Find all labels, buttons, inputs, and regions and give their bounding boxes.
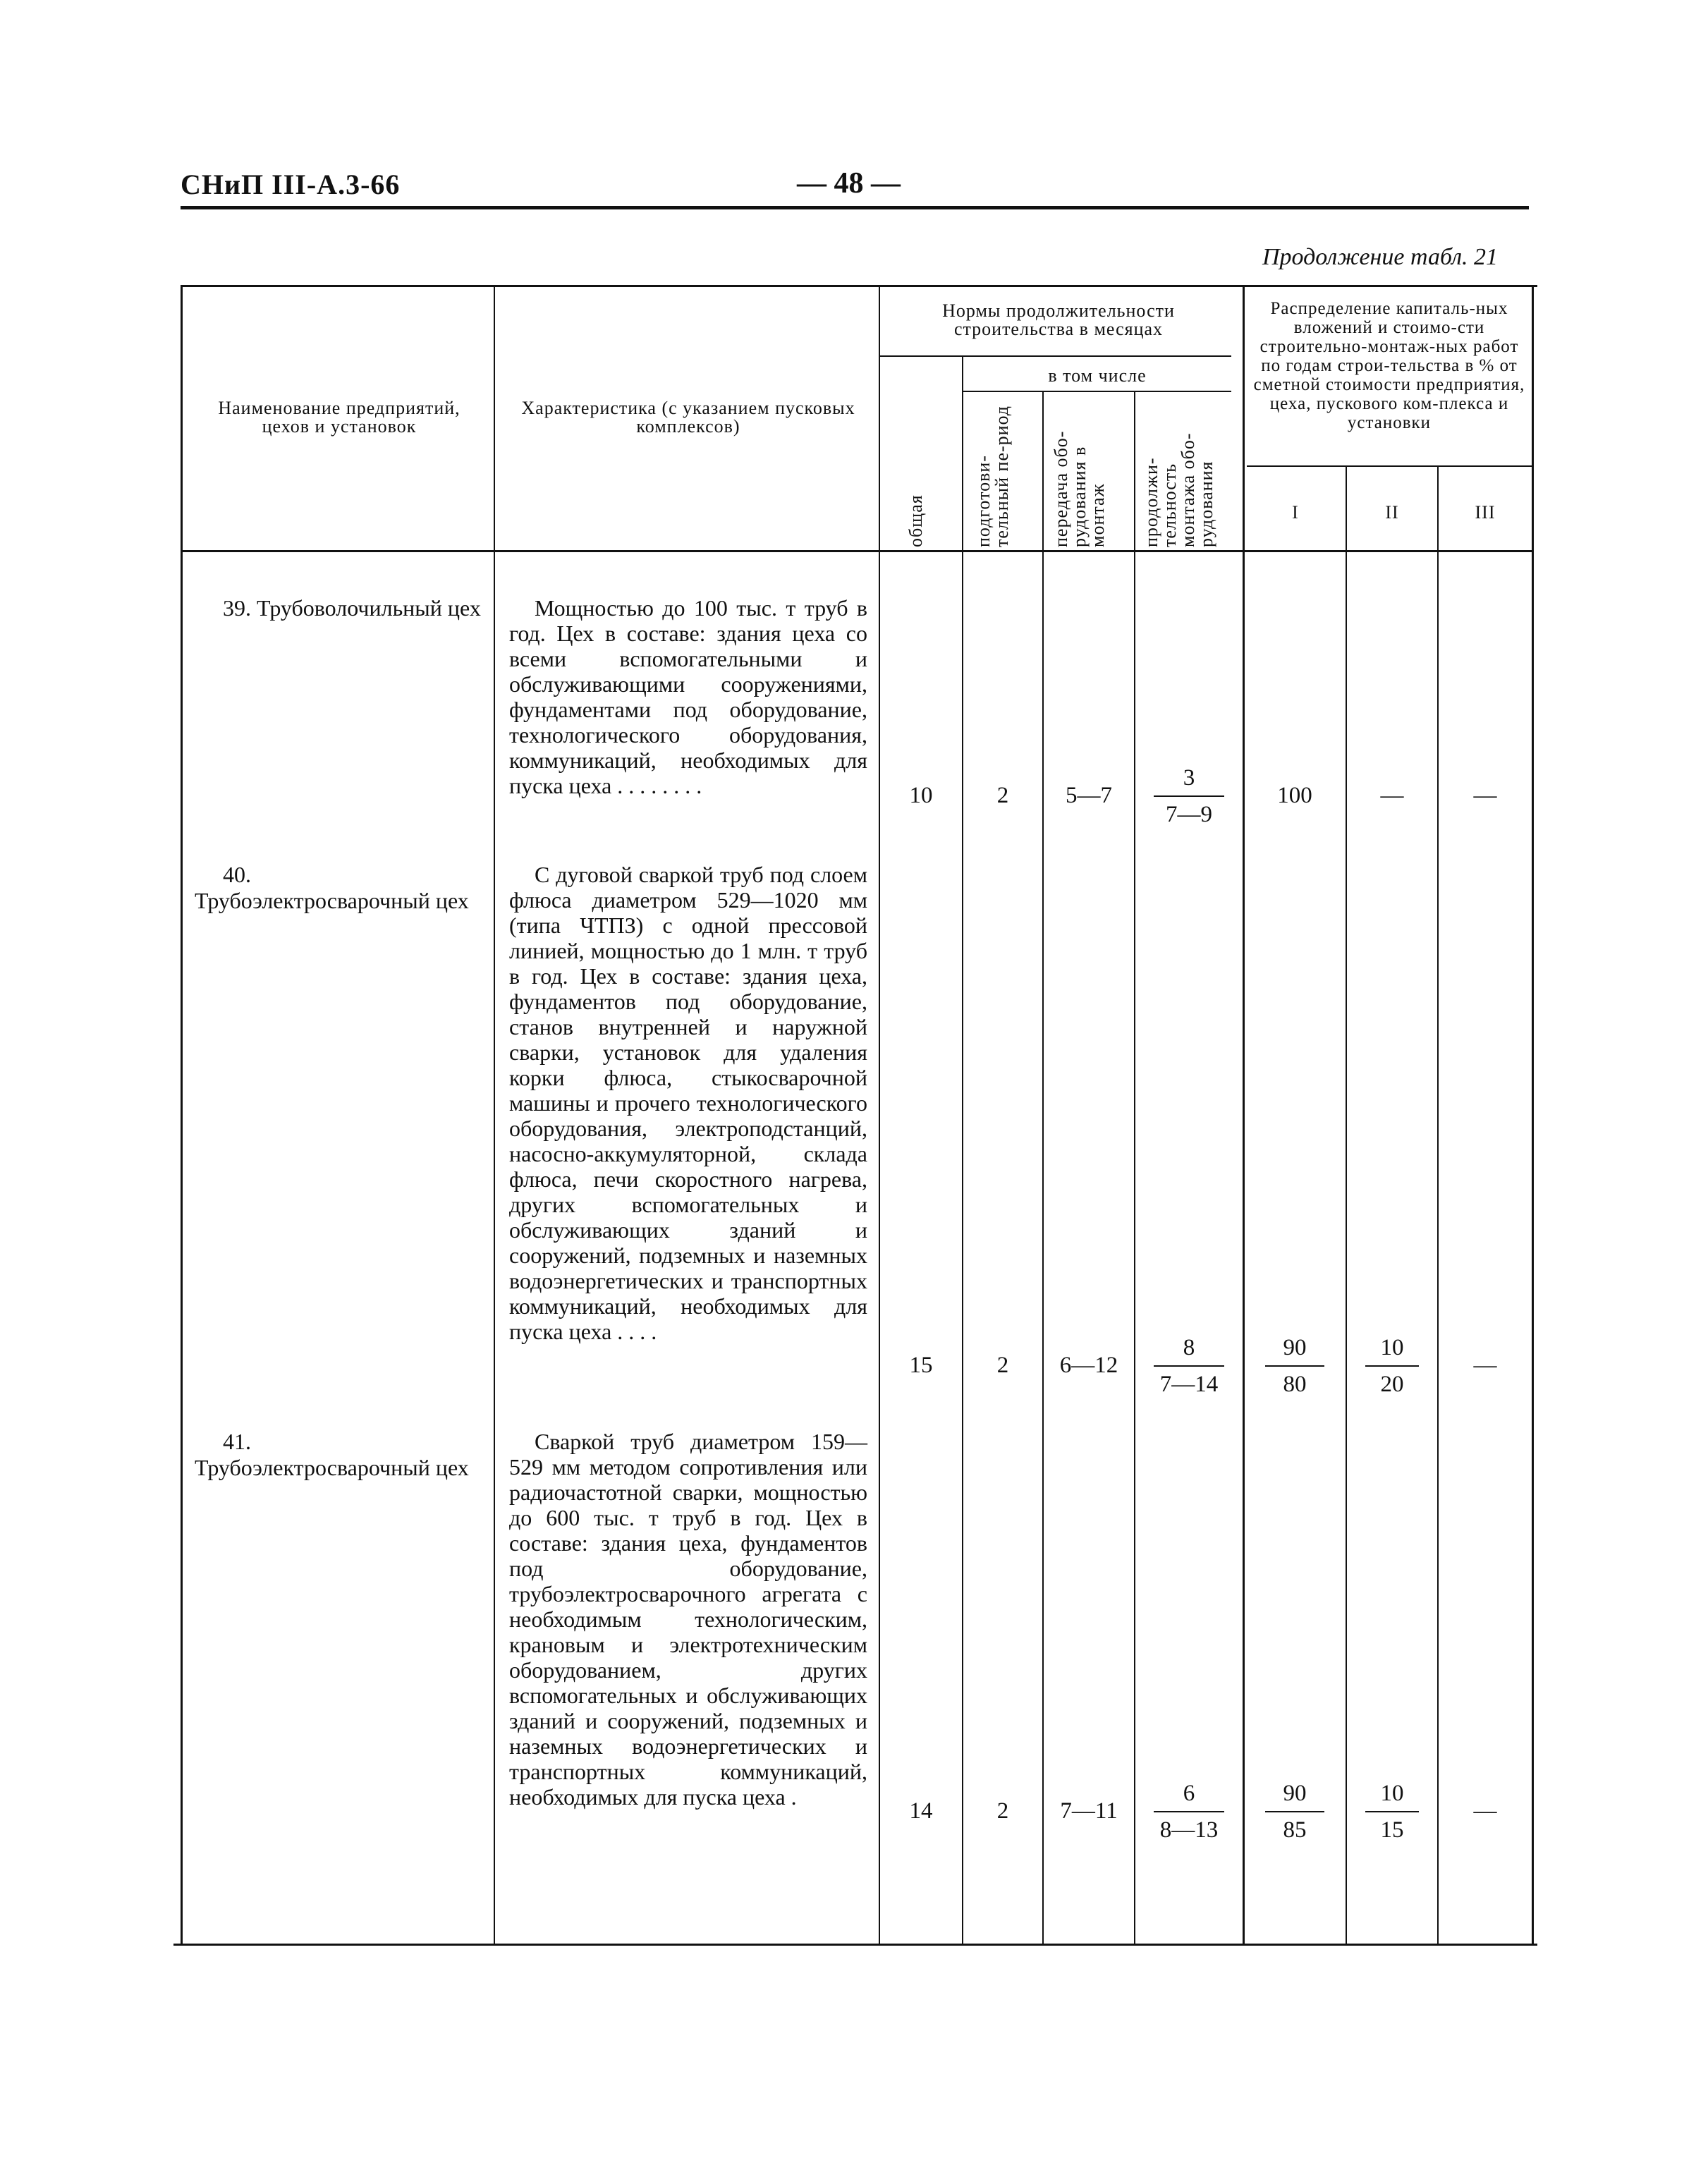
header-duration: продолжи-тельность монтажа обо-рудования [1141, 432, 1216, 547]
header-transfer: передача обо-рудования в монтаж [1051, 430, 1108, 547]
row-41-year-1 [1265, 1780, 1324, 1843]
norms-table [181, 285, 1537, 1949]
row-41-total: 14 [909, 1798, 933, 1824]
col-divider-2 [879, 285, 880, 1945]
col-divider-4 [1042, 391, 1044, 1945]
row-40-name: 40. Трубоэлектросварочный цех [195, 862, 469, 913]
header-characteristic: Характеристика (с указанием пусковых комплексов) [521, 398, 855, 437]
header-including: в том числе [1048, 365, 1147, 386]
header-bottom-border [181, 550, 1532, 552]
col-divider-7 [1346, 465, 1347, 1945]
fraction-bar [1265, 1365, 1324, 1367]
row-39-description: Мощностью до 100 тыс. т труб в год. Цех в составе: здания цеха со всеми вспомогательными и обслуживающими сооружениями, фундаментами под оборудование, технологического оборудования, коммуникаций, необходимых для пуска цеха . . . . . . . . [509, 595, 867, 798]
row-39-duration-bottom: 7—9 [1166, 802, 1212, 827]
years-divider [1247, 465, 1532, 467]
row-40-preparatory: 2 [996, 1353, 1009, 1378]
header-distribution: Распределение капиталь-ных вложений и стоимо-сти строительно-монтаж-ных работ по годам строи-тельства в % от сметной стоимости предприятия, цеха, пускового ком-плекса и установки [1253, 299, 1525, 432]
fraction-bar [1265, 1811, 1324, 1812]
page-number: — 48 — [797, 167, 901, 200]
row-40-year-2-top: 10 [1380, 1335, 1404, 1360]
row-41-year-2-top: 10 [1380, 1781, 1404, 1806]
fraction-bar [1154, 1811, 1224, 1812]
document-code: СНиП III-А.3-66 [181, 169, 401, 200]
row-40-duration-top: 8 [1183, 1335, 1195, 1360]
row-39-total: 10 [909, 783, 933, 808]
row-39-year-3: — [1473, 783, 1497, 808]
row-41-year-2 [1365, 1780, 1419, 1843]
col-divider-6 [1243, 285, 1245, 1945]
row-41-duration-top: 6 [1183, 1781, 1195, 1806]
header-year-3: III [1475, 502, 1496, 523]
table-bottom-border [173, 1944, 1537, 1946]
row-40-year-1-bottom: 80 [1283, 1372, 1307, 1397]
row-39-year-2: — [1380, 783, 1404, 808]
row-40-description: С дуговой сваркой труб под слоем флюса диаметром 529—1020 мм (типа ЧТПЗ) с одной прессовой линией, мощностью до 1 млн. т труб в год. Цех в составе: здания цеха, фундаментов под оборудование, станов внутренней и наружной сварки, установок для удаления корки флюса, стыкосварочной машины и прочего технологического оборудования, электроподстанций, насосно-аккумуляторной, склада флюса, печи скоростного нагрева, других вспомогательных и обслуживающих зданий и сооружений, подземных и наземных водоэнергетических и транспортных коммуникаций, необходимых для пуска цеха . . . . [509, 862, 867, 1344]
col-divider-5 [1134, 391, 1135, 1945]
row-40-year-1-top: 90 [1283, 1335, 1307, 1360]
row-41-year-2-bottom: 15 [1380, 1817, 1404, 1843]
row-39-duration-top: 3 [1183, 765, 1195, 791]
row-39-name: 39. Трубоволочильный цех [223, 595, 481, 621]
row-41-transfer: 7—11 [1060, 1798, 1118, 1824]
row-40-year-1 [1265, 1334, 1324, 1398]
row-41-description: Сваркой труб диаметром 159—529 мм методом сопротивления или радиочастотной сварки, мощностью до 600 тыс. т труб в год. Цех в составе: здания цеха, фундаментов под оборудование, трубоэлектросварочного агрегата с необходимым технологическим, крановым и электротехническим оборудованием, других вспомогательных и обслуживающих зданий и сооружений, подземных и наземных водоэнергетических и транспортных коммуникаций, необходимых для пуска цеха . [509, 1429, 867, 1810]
right-border [1532, 285, 1534, 1945]
row-40-total: 15 [909, 1353, 933, 1378]
fraction-bar [1154, 795, 1224, 797]
row-39-duration [1154, 764, 1224, 828]
row-40-duration-bottom: 7—14 [1159, 1372, 1219, 1397]
row-39-year-1: 100 [1277, 783, 1312, 808]
including-divider [962, 391, 1231, 392]
row-41-name: 41. Трубоэлектросварочный цех [195, 1429, 469, 1480]
row-40-duration [1154, 1334, 1224, 1398]
fraction-bar [1365, 1365, 1419, 1367]
row-41-year-1-bottom: 85 [1283, 1817, 1307, 1843]
row-40-year-3: — [1473, 1353, 1497, 1378]
row-40-transfer: 6—12 [1059, 1353, 1118, 1378]
row-41-duration-bottom: 8—13 [1159, 1817, 1219, 1843]
row-41-year-3: — [1473, 1798, 1497, 1824]
row-39-transfer: 5—7 [1066, 783, 1112, 808]
header-name: Наименование предприятий, цехов и установок [218, 398, 460, 437]
header-preparatory: подготови-тельный пе-риод [973, 405, 1012, 547]
norms-divider [879, 355, 1231, 357]
header-total: общая [905, 494, 926, 547]
header-year-2: II [1385, 502, 1399, 523]
row-41-duration [1154, 1780, 1224, 1843]
col-divider-1 [494, 285, 495, 1945]
col-divider-3 [962, 355, 963, 1945]
row-41-year-1-top: 90 [1283, 1781, 1307, 1806]
table-top-border [181, 285, 1537, 287]
fraction-bar [1365, 1811, 1419, 1812]
col-divider-8 [1437, 465, 1439, 1945]
row-40-year-2 [1365, 1334, 1419, 1398]
row-40-year-2-bottom: 20 [1380, 1372, 1404, 1397]
header-year-1: I [1292, 502, 1299, 523]
row-41-preparatory: 2 [996, 1798, 1009, 1824]
header-norms: Нормы продолжительности строительства в месяцах [942, 300, 1175, 339]
fraction-bar [1154, 1365, 1224, 1367]
header-rule [181, 206, 1529, 209]
row-39-preparatory: 2 [996, 783, 1009, 808]
left-border [181, 285, 183, 1945]
table-continuation-label: Продолжение табл. 21 [1262, 244, 1499, 270]
